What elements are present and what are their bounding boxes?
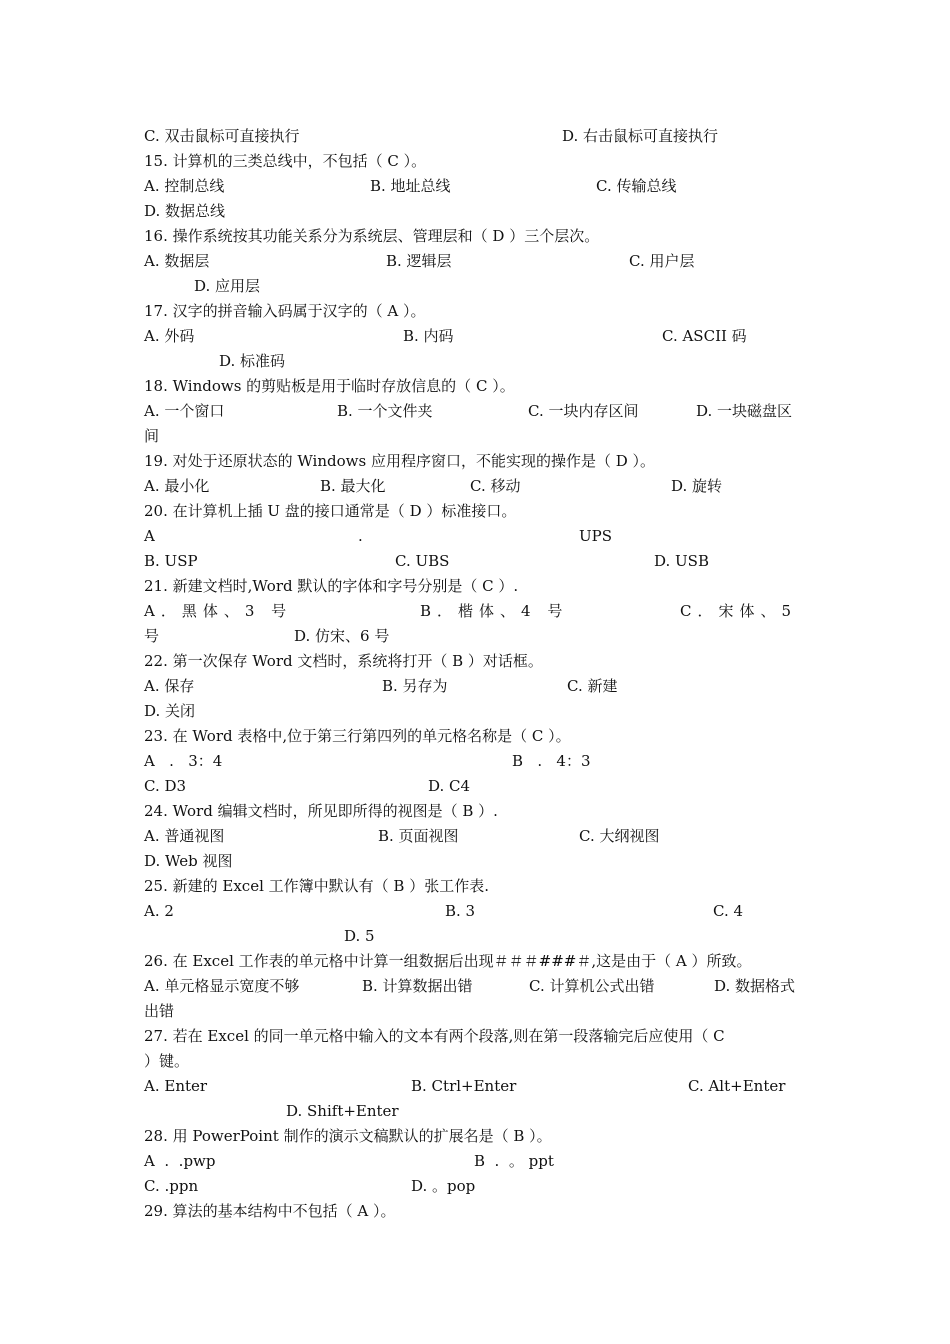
options-line <box>144 674 814 699</box>
wrapped-text: ）键。 <box>144 1052 190 1070</box>
option-d: D. 。pop <box>411 1177 476 1195</box>
text-line <box>144 424 814 449</box>
option-b: B．楷体、4 号 <box>420 602 569 620</box>
option-d: D. 应用层 <box>194 277 261 295</box>
option-a: A. 单元格显示宽度不够 <box>144 977 300 995</box>
option-a: A. 2 <box>144 902 174 920</box>
options-line <box>144 624 814 649</box>
options-line <box>144 749 814 774</box>
option-a: A. 保存 <box>144 677 195 695</box>
text-line <box>144 999 814 1024</box>
question-25 <box>144 874 814 899</box>
option-c: C. 用户层 <box>629 252 695 270</box>
option-c: C. 一块内存区间 <box>528 402 639 420</box>
options-line <box>144 199 814 224</box>
option-d: D. 旋转 <box>671 477 723 495</box>
option-c: C. D3 <box>144 777 187 795</box>
option-a-dot: . <box>358 527 363 545</box>
options-line <box>144 899 814 924</box>
option-c: C. 传输总线 <box>596 177 677 195</box>
option-a: A. 一个窗口 <box>144 402 225 420</box>
question-28 <box>144 1124 814 1149</box>
question-text: 19. 对处于还原状态的 Windows 应用程序窗口，不能实现的操作是（ D ）。 <box>144 452 656 470</box>
question-22 <box>144 649 814 674</box>
option-d: D. 右击鼠标可直接执行 <box>562 127 719 145</box>
option-a-value: UPS <box>579 527 613 545</box>
options-line <box>144 174 814 199</box>
option-c: C．宋体、5 <box>680 602 798 620</box>
question-text: 21. 新建文档时,Word 默认的字体和字号分别是（ C ）. <box>144 577 519 595</box>
text-line <box>144 124 814 149</box>
question-21 <box>144 574 814 599</box>
question-text: 28. 用 PowerPoint 制作的演示文稿默认的扩展名是（ B ）。 <box>144 1127 552 1145</box>
option-a: A. 数据层 <box>144 252 210 270</box>
option-b: B. 最大化 <box>320 477 386 495</box>
options-line <box>144 324 814 349</box>
option-b: B. 地址总线 <box>370 177 451 195</box>
question-text: 17. 汉字的拼音输入码属于汉字的（ A ）。 <box>144 302 426 320</box>
question-29 <box>144 1199 814 1224</box>
option-a: A. 外码 <box>144 327 195 345</box>
question-19 <box>144 449 814 474</box>
option-c: C. ASCII 码 <box>662 327 747 345</box>
option-d: D. 一块磁盘区 <box>696 402 793 420</box>
option-c: C. Alt+Enter <box>688 1077 786 1095</box>
options-line <box>144 924 814 949</box>
options-line <box>144 524 814 549</box>
option-c: C. 计算机公式出错 <box>529 977 655 995</box>
option-d: D. C4 <box>428 777 471 795</box>
question-18 <box>144 374 814 399</box>
options-line <box>144 274 814 299</box>
options-line <box>144 474 814 499</box>
question-20 <box>144 499 814 524</box>
question-text: 18. Windows 的剪贴板是用于临时存放信息的（ C ）。 <box>144 377 515 395</box>
option-a: A．黑体、3 号 <box>144 602 293 620</box>
question-text: 23. 在 Word 表格中,位于第三行第四列的单元格名称是（ C ）。 <box>144 727 571 745</box>
question-text: 24. Word 编辑文档时，所见即所得的视图是（ B ）. <box>144 802 498 820</box>
question-list <box>144 124 814 1224</box>
option-a: A. 控制总线 <box>144 177 225 195</box>
options-line <box>144 1149 814 1174</box>
question-27 <box>144 1024 814 1049</box>
option-d: D. 数据总线 <box>144 202 226 220</box>
options-line <box>144 599 814 624</box>
question-text: 29. 算法的基本结构中不包括（ A ）。 <box>144 1202 396 1220</box>
option-d: D. USB <box>654 552 709 570</box>
option-c: C. UBS <box>395 552 450 570</box>
options-line <box>144 824 814 849</box>
option-b: B. Ctrl+Enter <box>411 1077 517 1095</box>
option-b: B. 另存为 <box>382 677 448 695</box>
option-d: D. 关闭 <box>144 702 196 720</box>
option-c: C. 4 <box>713 902 744 920</box>
question-16 <box>144 224 814 249</box>
option-c: C. 移动 <box>470 477 521 495</box>
option-d: D. 仿宋、6 号 <box>294 627 390 645</box>
option-a: A . 3：4 <box>144 752 223 770</box>
option-b: B. 一个文件夹 <box>337 402 433 420</box>
option-d: D. Shift+Enter <box>286 1102 399 1120</box>
text-line <box>144 1049 814 1074</box>
option-c: C. 双击鼠标可直接执行 <box>144 127 300 145</box>
option-a: A. Enter <box>144 1077 208 1095</box>
wrapped-text: 间 <box>144 427 160 445</box>
question-26 <box>144 949 814 974</box>
wrapped-text: 出错 <box>144 1002 175 1020</box>
option-d: D. 标准码 <box>219 352 286 370</box>
question-text: 15. 计算机的三类总线中，不包括（ C ）。 <box>144 152 427 170</box>
option-a: A. 最小化 <box>144 477 210 495</box>
options-line <box>144 399 814 424</box>
options-line <box>144 1099 814 1124</box>
option-a-letter: A <box>144 527 155 545</box>
option-c: C. 新建 <box>567 677 618 695</box>
options-line <box>144 974 814 999</box>
option-c: C. .ppn <box>144 1177 199 1195</box>
option-b: B. USP <box>144 552 198 570</box>
option-d: D. 5 <box>344 927 375 945</box>
options-line <box>144 699 814 724</box>
question-15 <box>144 149 814 174</box>
options-line <box>144 774 814 799</box>
option-d: D. 数据格式 <box>714 977 796 995</box>
wrapped-text: 号 <box>144 627 160 645</box>
option-b: B. 页面视图 <box>378 827 459 845</box>
options-line <box>144 849 814 874</box>
question-text: 20. 在计算机上插 U 盘的接口通常是（ D ）标准接口。 <box>144 502 517 520</box>
option-c: C. 大纲视图 <box>579 827 660 845</box>
options-line <box>144 249 814 274</box>
options-line <box>144 549 814 574</box>
question-text: 27. 若在 Excel 的同一单元格中输入的文本有两个段落,则在第一段落输完后应使用（ C <box>144 1027 725 1045</box>
option-b: B . 。 ppt <box>474 1152 554 1170</box>
option-b: B. 内码 <box>403 327 454 345</box>
option-b: B. 计算数据出错 <box>362 977 473 995</box>
options-line <box>144 1074 814 1099</box>
question-text: 25. 新建的 Excel 工作簿中默认有（ B ）张工作表. <box>144 877 489 895</box>
question-text: 16. 操作系统按其功能关系分为系统层、管理层和（ D ）三个层次。 <box>144 227 600 245</box>
question-17 <box>144 299 814 324</box>
question-text: 26. 在 Excel 工作表的单元格中计算一组数据后出现＃＃＃###＃,这是由于（ A ）所致。 <box>144 952 752 970</box>
option-a: A . .pwp <box>144 1152 216 1170</box>
question-23 <box>144 724 814 749</box>
option-a: A. 普通视图 <box>144 827 225 845</box>
options-line <box>144 349 814 374</box>
options-line <box>144 1174 814 1199</box>
question-24 <box>144 799 814 824</box>
option-d: D. Web 视图 <box>144 852 233 870</box>
option-b: B. 逻辑层 <box>386 252 452 270</box>
option-b: B . 4：3 <box>512 752 591 770</box>
question-text: 22. 第一次保存 Word 文档时，系统将打开（ B ）对话框。 <box>144 652 543 670</box>
option-b: B. 3 <box>445 902 476 920</box>
